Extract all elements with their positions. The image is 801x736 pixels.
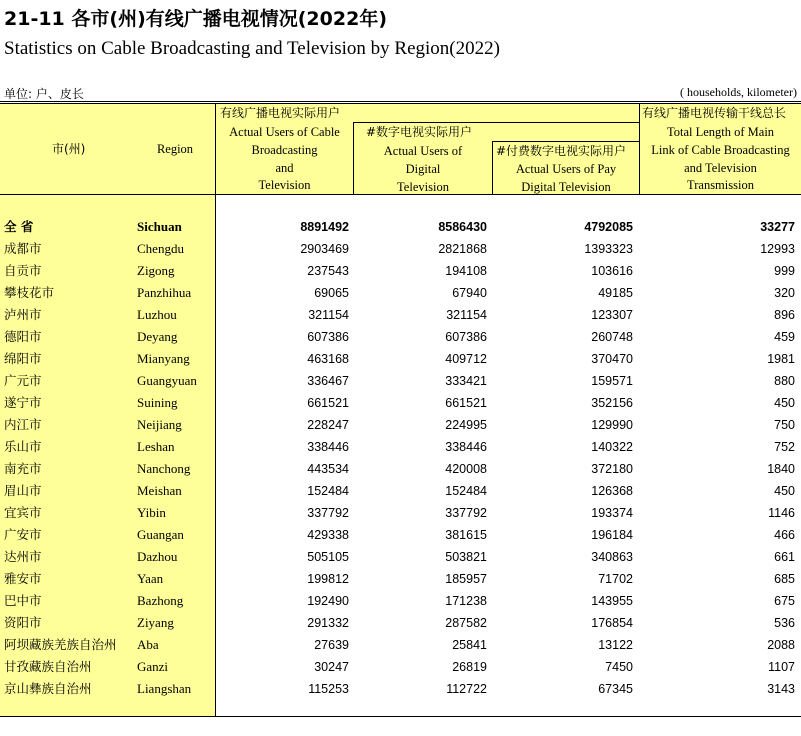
table-row — [0, 634, 801, 656]
region-name-zh: 绵阳市 — [4, 351, 42, 366]
region-name-en: Liangshan — [137, 681, 192, 696]
value-pay-digital-users: 260748 — [591, 330, 633, 344]
region-name-en: Yaan — [137, 571, 164, 586]
table-row — [0, 260, 801, 282]
value-digital-users: 224995 — [445, 418, 487, 432]
table-row — [0, 414, 801, 436]
region-name-en: Ganzi — [137, 659, 169, 674]
value-digital-users: 67940 — [452, 286, 487, 300]
region-name-zh: 甘孜藏族自治州 — [4, 659, 92, 674]
value-digital-users: 333421 — [445, 374, 487, 388]
table-bottom-rule — [0, 716, 801, 717]
value-pay-digital-users: 13122 — [598, 638, 633, 652]
value-cable-users: 2903469 — [300, 242, 349, 256]
region-name-zh: 遂宁市 — [4, 395, 42, 410]
table-row — [0, 392, 801, 414]
value-digital-users: 381615 — [445, 528, 487, 542]
table-row — [0, 370, 801, 392]
table-row — [0, 678, 801, 700]
value-digital-users: 420008 — [445, 462, 487, 476]
region-name-zh: 泸州市 — [4, 307, 42, 322]
header-col2-en: Actual Users of Digital Television — [383, 144, 463, 194]
value-trunk-length: 752 — [774, 440, 795, 454]
value-trunk-length: 999 — [774, 264, 795, 278]
region-name-zh: 巴中市 — [4, 593, 42, 608]
value-pay-digital-users: 123307 — [591, 308, 633, 322]
region-name-en: Dazhou — [137, 549, 178, 564]
value-digital-users: 185957 — [445, 572, 487, 586]
region-name-zh: 京山彝族自治州 — [4, 681, 92, 696]
region-name-zh: 乐山市 — [4, 439, 42, 454]
value-cable-users: 463168 — [307, 352, 349, 366]
value-digital-users: 321154 — [446, 308, 487, 322]
table-row — [0, 304, 801, 326]
value-cable-users: 336467 — [307, 374, 349, 388]
value-pay-digital-users: 372180 — [591, 462, 633, 476]
value-cable-users: 8891492 — [300, 220, 349, 234]
value-digital-users: 607386 — [445, 330, 487, 344]
value-trunk-length: 896 — [774, 308, 795, 322]
region-name-en: Neijiang — [137, 417, 182, 432]
value-pay-digital-users: 340863 — [591, 550, 633, 564]
value-pay-digital-users: 193374 — [591, 506, 633, 520]
page-title-zh: 21-11 各市(州)有线广播电视情况(2022年) — [4, 8, 387, 30]
value-trunk-length: 536 — [774, 616, 795, 630]
value-cable-users: 152484 — [307, 484, 349, 498]
region-name-zh: 德阳市 — [4, 329, 42, 344]
value-cable-users: 429338 — [307, 528, 349, 542]
value-cable-users: 192490 — [307, 594, 349, 608]
value-cable-users: 199812 — [307, 572, 349, 586]
value-cable-users: 237543 — [307, 264, 349, 278]
value-pay-digital-users: 370470 — [591, 352, 633, 366]
table-row — [0, 348, 801, 370]
value-pay-digital-users: 126368 — [591, 484, 633, 498]
region-name-en: Leshan — [137, 439, 175, 454]
value-pay-digital-users: 103616 — [591, 264, 633, 278]
region-name-zh: 资阳市 — [4, 615, 42, 630]
value-trunk-length: 2088 — [767, 638, 795, 652]
value-cable-users: 321154 — [308, 308, 349, 322]
value-trunk-length: 1840 — [767, 462, 795, 476]
table-row — [0, 546, 801, 568]
region-name-zh: 广元市 — [4, 373, 42, 388]
table-row — [0, 656, 801, 678]
table-row — [0, 238, 801, 260]
value-trunk-length: 661 — [774, 550, 795, 564]
value-trunk-length: 320 — [774, 286, 795, 300]
header-col1-en: Actual Users of Cable Broadcasting and Television — [229, 125, 340, 192]
value-digital-users: 171238 — [445, 594, 487, 608]
table-row — [0, 458, 801, 480]
value-digital-users: 26819 — [452, 660, 487, 674]
value-cable-users: 115253 — [308, 682, 349, 696]
value-cable-users: 443534 — [307, 462, 349, 476]
region-name-en: Panzhihua — [137, 285, 192, 300]
value-pay-digital-users: 71702 — [598, 572, 633, 586]
region-name-zh: 宜宾市 — [4, 505, 42, 520]
value-digital-users: 409712 — [445, 352, 487, 366]
header-col4-en: Total Length of Main Link of Cable Broadcasting and Television Transmission — [651, 125, 790, 192]
value-trunk-length: 880 — [774, 374, 795, 388]
region-name-en: Yibin — [137, 505, 166, 520]
unit-label-en: ( households, kilometer) — [680, 85, 797, 99]
region-name-zh: 南充市 — [4, 461, 42, 476]
value-pay-digital-users: 352156 — [591, 396, 633, 410]
value-pay-digital-users: 7450 — [605, 660, 633, 674]
header-col3-zh: #付费数字电视实际用户 — [496, 144, 627, 158]
region-name-en: Guangan — [137, 527, 184, 542]
value-trunk-length: 12993 — [760, 242, 795, 256]
table-row — [0, 524, 801, 546]
table-top-rule-2 — [0, 103, 801, 104]
value-cable-users: 69065 — [314, 286, 349, 300]
region-name-en: Deyang — [137, 329, 178, 344]
region-name-zh: 成都市 — [4, 241, 42, 256]
value-cable-users: 607386 — [307, 330, 349, 344]
value-trunk-length: 685 — [774, 572, 795, 586]
value-trunk-length: 750 — [774, 418, 795, 432]
region-name-en: Suining — [137, 395, 178, 410]
value-pay-digital-users: 196184 — [591, 528, 633, 542]
table-row — [0, 612, 801, 634]
value-pay-digital-users: 159571 — [591, 374, 633, 388]
region-name-en: Sichuan — [137, 219, 182, 234]
table-row — [0, 436, 801, 458]
region-name-en: Mianyang — [137, 351, 190, 366]
table-row — [0, 590, 801, 612]
region-name-zh: 自贡市 — [4, 263, 42, 278]
header-col4-zh: 有线广播电视传输干线总长 — [642, 106, 787, 120]
value-trunk-length: 466 — [774, 528, 795, 542]
region-name-en: Chengdu — [137, 241, 184, 256]
value-digital-users: 337792 — [445, 506, 487, 520]
group-underline — [353, 122, 639, 123]
value-digital-users: 503821 — [445, 550, 487, 564]
value-trunk-length: 459 — [774, 330, 795, 344]
table-row — [0, 326, 801, 348]
value-pay-digital-users: 143955 — [591, 594, 633, 608]
value-pay-digital-users: 67345 — [598, 682, 633, 696]
table-row — [0, 480, 801, 502]
table-row-total — [0, 216, 801, 238]
region-name-zh: 阿坝藏族羌族自治州 — [4, 637, 117, 652]
value-cable-users: 30247 — [314, 660, 349, 674]
value-cable-users: 661521 — [307, 396, 349, 410]
table-row — [0, 502, 801, 524]
header-region-en: Region — [156, 142, 194, 156]
region-name-en: Meishan — [137, 483, 182, 498]
region-name-zh: 攀枝花市 — [4, 285, 55, 300]
value-digital-users: 287582 — [445, 616, 487, 630]
value-cable-users: 291332 — [307, 616, 349, 630]
value-digital-users: 112722 — [446, 682, 487, 696]
value-digital-users: 338446 — [445, 440, 487, 454]
value-pay-digital-users: 1393323 — [584, 242, 633, 256]
value-digital-users: 194108 — [445, 264, 487, 278]
region-name-en: Luzhou — [137, 307, 177, 322]
page-title-en: Statistics on Cable Broadcasting and Television by Region(2022) — [4, 38, 500, 59]
header-city-zh: 市(州) — [52, 142, 86, 156]
value-trunk-length: 675 — [774, 594, 795, 608]
region-name-en: Bazhong — [137, 593, 184, 608]
value-trunk-length: 3143 — [767, 682, 795, 696]
value-cable-users: 338446 — [307, 440, 349, 454]
region-name-zh: 广安市 — [4, 527, 42, 542]
table-row — [0, 282, 801, 304]
value-pay-digital-users: 140322 — [591, 440, 633, 454]
header-col2-zh: #数字电视实际用户 — [366, 125, 473, 139]
region-name-zh: 全 省 — [4, 219, 34, 234]
value-trunk-length: 33277 — [760, 220, 795, 234]
subgroup-underline — [492, 141, 639, 142]
value-cable-users: 505105 — [307, 550, 349, 564]
value-digital-users: 661521 — [445, 396, 487, 410]
value-trunk-length: 1107 — [768, 660, 795, 674]
region-name-en: Nanchong — [137, 461, 191, 476]
value-pay-digital-users: 4792085 — [584, 220, 633, 234]
region-name-en: Guangyuan — [137, 373, 197, 388]
value-digital-users: 2821868 — [438, 242, 487, 256]
value-trunk-length: 1146 — [768, 506, 795, 520]
value-digital-users: 8586430 — [438, 220, 487, 234]
value-digital-users: 25841 — [452, 638, 487, 652]
region-name-en: Ziyang — [137, 615, 174, 630]
table-row — [0, 568, 801, 590]
value-trunk-length: 450 — [774, 396, 795, 410]
unit-label-zh: 单位: 户、皮长 — [4, 87, 84, 101]
region-name-zh: 达州市 — [4, 549, 42, 564]
region-name-zh: 眉山市 — [4, 483, 42, 498]
region-name-en: Aba — [137, 637, 159, 652]
value-cable-users: 228247 — [307, 418, 349, 432]
value-cable-users: 27639 — [314, 638, 349, 652]
value-digital-users: 152484 — [445, 484, 487, 498]
region-name-zh: 雅安市 — [4, 571, 42, 586]
table-top-rule — [0, 101, 801, 102]
value-trunk-length: 450 — [774, 484, 795, 498]
header-group1-zh: 有线广播电视实际用户 — [220, 106, 341, 120]
header-col3-en: Actual Users of Pay Digital Television — [515, 162, 617, 194]
value-cable-users: 337792 — [307, 506, 349, 520]
value-pay-digital-users: 176854 — [591, 616, 633, 630]
value-pay-digital-users: 49185 — [598, 286, 633, 300]
value-pay-digital-users: 129990 — [591, 418, 633, 432]
region-name-en: Zigong — [137, 263, 175, 278]
value-trunk-length: 1981 — [767, 352, 795, 366]
region-name-zh: 内江市 — [4, 417, 42, 432]
